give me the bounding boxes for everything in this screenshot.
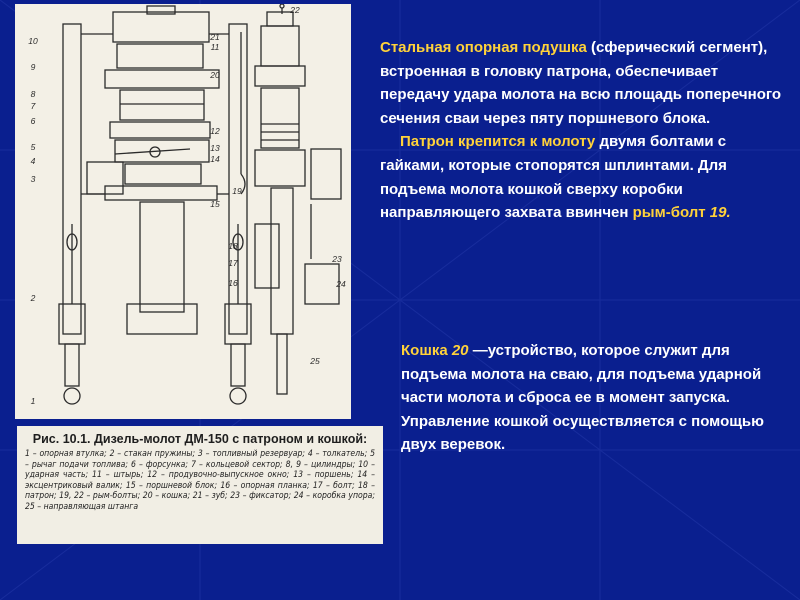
callout-3: 3: [30, 174, 36, 184]
callout-21: 21: [210, 32, 220, 42]
callout-16: 16: [228, 278, 238, 288]
highlight-support-cushion: Стальная опорная подушка: [380, 39, 587, 56]
callout-8: 8: [30, 89, 36, 99]
callout-24: 24: [336, 279, 346, 289]
callout-17: 17: [228, 258, 238, 268]
callout-23: 23: [332, 254, 342, 264]
callout-18: 18: [228, 241, 238, 251]
callout-2: 2: [30, 293, 36, 303]
figure-caption: [17, 426, 383, 544]
highlight-cartridge-mount: Патрон крепится к молоту: [400, 133, 596, 151]
callout-7: 7: [30, 101, 36, 111]
callout-14: 14: [210, 154, 220, 164]
paragraph1-text-1: (сферический сегмент), встроенная в головку патрона, обеспечивает передачу удара молота на всю площадь поперечного сечения сваи через пяту поршневого блока.: [380, 39, 782, 127]
callout-12: 12: [210, 126, 220, 136]
callout-1: 1: [30, 396, 36, 406]
highlight-cat-hook: Кошка: [401, 342, 448, 359]
description-paragraph-1: [380, 36, 785, 225]
highlight-eyebolt-number: 19.: [705, 204, 731, 222]
callout-15: 15: [210, 199, 220, 209]
callout-5: 5: [30, 142, 36, 152]
description-paragraph-2: [401, 339, 786, 457]
hammer-drawing: [15, 4, 351, 419]
callout-19: 19: [232, 186, 242, 196]
callout-4: 4: [30, 156, 36, 166]
callout-10: 10: [28, 36, 38, 46]
callout-13: 13: [210, 143, 220, 153]
callout-6: 6: [30, 116, 36, 126]
caption-title: Рис. 10.1. Дизель-молот ДМ-150 с патроном и кошкой:: [32, 432, 368, 446]
callout-25: 25: [310, 356, 320, 366]
callout-20: 20: [210, 70, 220, 80]
paragraph2-text-1: —устройство, которое служит для подъема молота на сваю, для подъема ударной части молота и сброса ее в момент запуска. Управление кошкой осуществляется с помощью двух веревок.: [401, 342, 764, 454]
callout-9: 9: [30, 62, 36, 72]
highlight-eyebolt: рым-болт: [632, 204, 706, 222]
callout-22: 22: [290, 5, 300, 15]
caption-legend: 1 – опорная втулка; 2 – стакан пружины; 3 – топливный резервуар; 4 – толкатель; 5 – рычаг подачи топлива; 6 – форсунка; 7 – кольцевой сектор; 8, 9 – цилиндры; 10 – ударная часть; 11 – штырь; 12 – продувочно-выпускное окно; 13 – поршень; 14 – эксцентриковый валик; 15 – поршневой блок; 16 – опорная планка; 17 – болт; 18 – патрон; 19, 22 – рым-болты; 20 – кошка; 21 – зуб; 23 – фиксатор; 24 – коробка упора; 25 – направляющая штанга: [25, 449, 375, 512]
highlight-cat-hook-number: 20: [447, 342, 469, 359]
callout-11: 11: [210, 42, 220, 52]
paragraph1-text-2: двумя болтами с гайками, которые стопорятся шплинтами. Для подъема молота кошкой сверху коробки направляющего захвата ввинчен: [380, 133, 727, 222]
